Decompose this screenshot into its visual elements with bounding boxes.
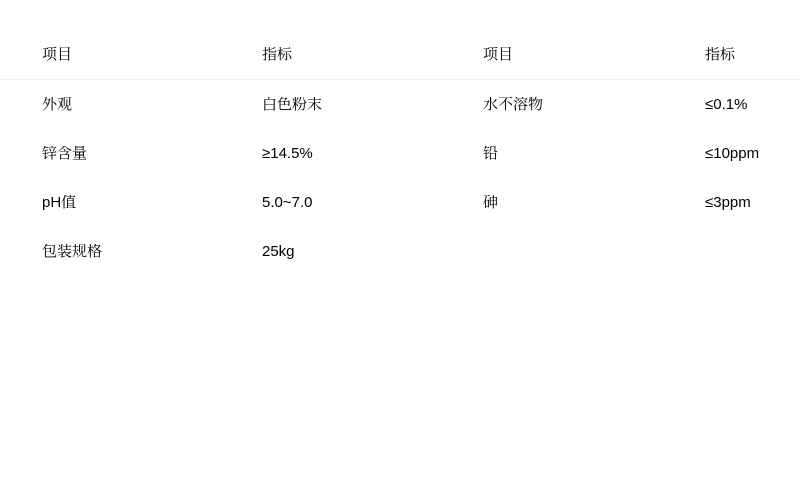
spec-value: ≤3ppm <box>705 195 751 210</box>
item-label: pH值 <box>42 195 77 210</box>
spec-value: 白色粉末 <box>262 97 323 112</box>
column-header-item-left: 项目 <box>42 47 73 62</box>
table-row <box>0 178 800 227</box>
item-label: 砷 <box>483 195 499 210</box>
column-header-item-right: 项目 <box>483 47 514 62</box>
spec-value: ≤0.1% <box>705 97 748 112</box>
item-label: 水不溶物 <box>483 97 544 112</box>
item-label: 外观 <box>42 97 73 112</box>
column-header-spec-left: 指标 <box>262 47 293 62</box>
column-header-spec-right: 指标 <box>705 47 736 62</box>
table-row <box>0 129 800 178</box>
item-label: 铅 <box>483 146 499 161</box>
item-label: 锌含量 <box>42 146 88 161</box>
spec-value: 5.0~7.0 <box>262 195 313 210</box>
table-header-row <box>0 30 800 79</box>
item-label: 包装规格 <box>42 244 103 259</box>
spec-value: ≤10ppm <box>705 146 760 161</box>
table-row <box>0 227 800 276</box>
table-row <box>0 80 800 129</box>
spec-value: ≥14.5% <box>262 146 313 161</box>
spec-value: 25kg <box>262 244 295 259</box>
